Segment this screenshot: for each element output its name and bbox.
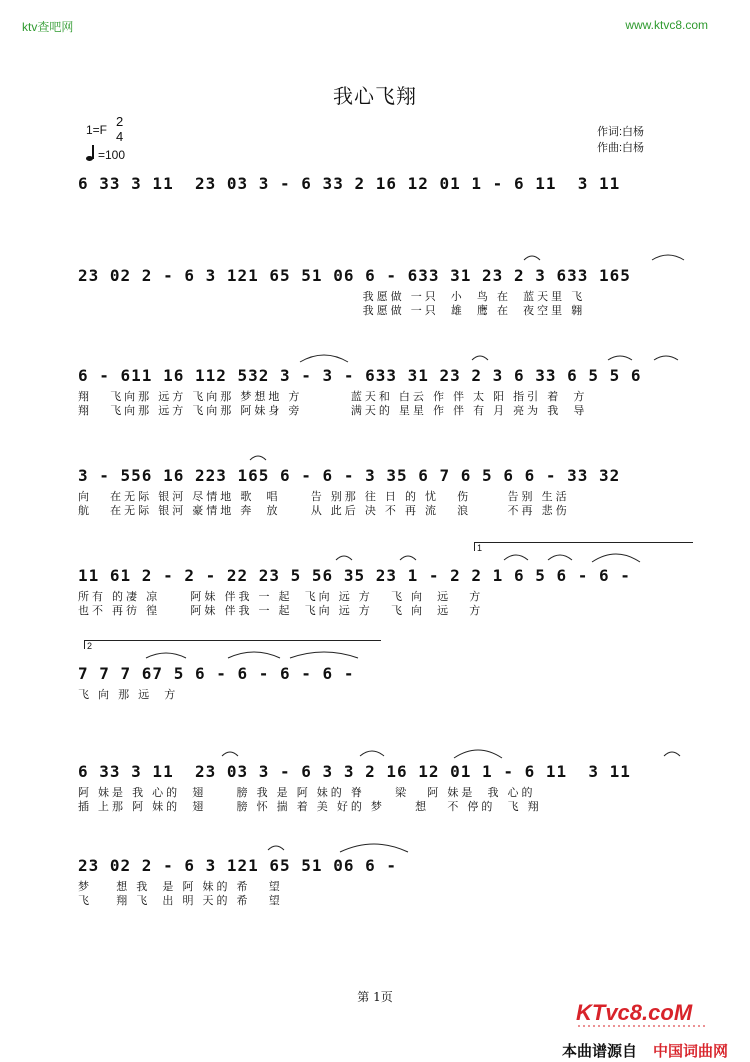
lyric-verse-2: 插 上那 阿 妹的 翅 膀 怀 揣 着 美 好的 梦 想 不 停的 飞 翔 — [78, 801, 542, 813]
score-row-7 — [78, 758, 698, 814]
tempo-marking — [86, 145, 125, 162]
logo-text: KTvc8.coM — [576, 1000, 693, 1025]
score-row-4 — [78, 462, 698, 518]
jianpu-notes: 11 61 2 - 2 - 22 23 5 56 35 23 1 - 2 2 1 6 5 6 - 6 - — [78, 566, 631, 585]
jianpu-notes: 6 33 3 11 23 03 3 - 6 3 3 2 16 12 01 1 - 6 11 3 11 — [78, 762, 631, 781]
lyric-verse-2: 也不 再彷 徨 阿妹 伴我 一 起 飞向 远 方 飞 向 远 方 — [78, 605, 484, 617]
notes-line — [78, 660, 698, 688]
key-signature: 1=F — [86, 123, 108, 137]
second-ending-bracket: 2 — [84, 640, 381, 649]
score-row-1 — [78, 170, 698, 198]
source-site-link[interactable]: 中国词曲网 — [652, 1043, 728, 1060]
credits — [597, 124, 644, 156]
score-row-6 — [78, 641, 698, 702]
score-row-2 — [78, 262, 698, 318]
lyric-verse-1: 向 在无际 银河 尽情地 歌 唱 告 别那 往 日 的 忧 伤 告别 生活 — [78, 491, 570, 503]
composer: 作曲:白杨 — [597, 142, 645, 154]
site-url-right[interactable]: www.ktvc8.com — [625, 18, 708, 32]
lyric-verse-1: 所有 的凄 凉 阿妹 伴我 一 起 飞向 远 方 飞 向 远 方 — [78, 591, 484, 603]
time-signature — [116, 114, 123, 144]
source-footer — [562, 1040, 728, 1061]
tempo-value: =100 — [98, 148, 126, 162]
quarter-note-icon — [86, 145, 98, 161]
notes-line — [78, 462, 698, 490]
jianpu-notes: 7 7 7 67 5 6 - 6 - 6 - 6 - — [78, 664, 355, 683]
first-ending-bracket: 1 — [474, 542, 693, 551]
jianpu-notes: 6 - 611 16 112 532 3 - 3 - 633 31 23 2 3 6 33 6 5 5 6 — [78, 366, 642, 385]
notes-line — [78, 262, 698, 290]
page-number: 第 1页 — [357, 990, 393, 1004]
jianpu-notes: 6 33 3 11 23 03 3 - 6 33 2 16 12 01 1 - 6 11 3 11 — [78, 174, 621, 193]
notes-line — [78, 852, 698, 880]
song-title: 我心飞翔 — [333, 84, 417, 108]
source-text: 本曲谱源自 — [561, 1043, 637, 1060]
notes-line — [78, 362, 698, 390]
time-signature-top: 2 — [116, 114, 124, 129]
lyric-verse-2: 飞 翔 飞 出 明 天的 希 望 — [78, 895, 283, 907]
lyric-verse-2: 翔 飞向那 远方 飞向那 阿妹身 旁 满天的 星星 作 伴 有 月 亮为 我 导 — [78, 405, 588, 417]
score-row-8 — [78, 852, 698, 908]
lyric-verse-1: 梦 想 我 是 阿 妹的 希 望 — [78, 881, 283, 893]
jianpu-notes: 23 02 2 - 6 3 121 65 51 06 6 - — [78, 856, 397, 875]
score-row-5 — [78, 543, 698, 618]
lyric-verse-1: 我愿做 一只 小 鸟 在 蓝天里 飞 — [78, 291, 586, 303]
lyric-verse-1: 飞 向 那 远 方 — [78, 689, 179, 701]
notes-line — [78, 170, 698, 198]
lyric-verse-2: 航 在无际 银河 豪情地 奔 放 从 此后 决 不 再 流 浪 不再 悲伤 — [78, 505, 570, 517]
time-signature-bottom: 4 — [116, 129, 124, 144]
notes-line — [78, 758, 698, 786]
notes-line — [78, 562, 698, 590]
lyric-verse-1: 翔 飞向那 远方 飞向那 梦想地 方 蓝天和 白云 作 伴 太 阳 指引 着 方 — [78, 391, 588, 403]
site-name-left[interactable]: ktv查吧网 — [22, 20, 74, 34]
lyric-verse-1: 阿 妹是 我 心的 翅 膀 我 是 阿 妹的 脊 梁 阿 妹是 我 心的 — [78, 787, 536, 799]
jianpu-notes: 23 02 2 - 6 3 121 65 51 06 6 - 633 31 23 2 3 633 165 — [78, 266, 631, 285]
ktvc8-logo — [568, 996, 718, 1030]
score-row-3 — [78, 362, 698, 418]
lyric-verse-2: 我愿做 一只 雄 鹰 在 夜空里 翱 — [78, 305, 586, 317]
jianpu-notes: 3 - 556 16 223 165 6 - 6 - 3 35 6 7 6 5 6 6 - 33 32 — [78, 466, 621, 485]
lyricist: 作词:白杨 — [597, 126, 645, 138]
